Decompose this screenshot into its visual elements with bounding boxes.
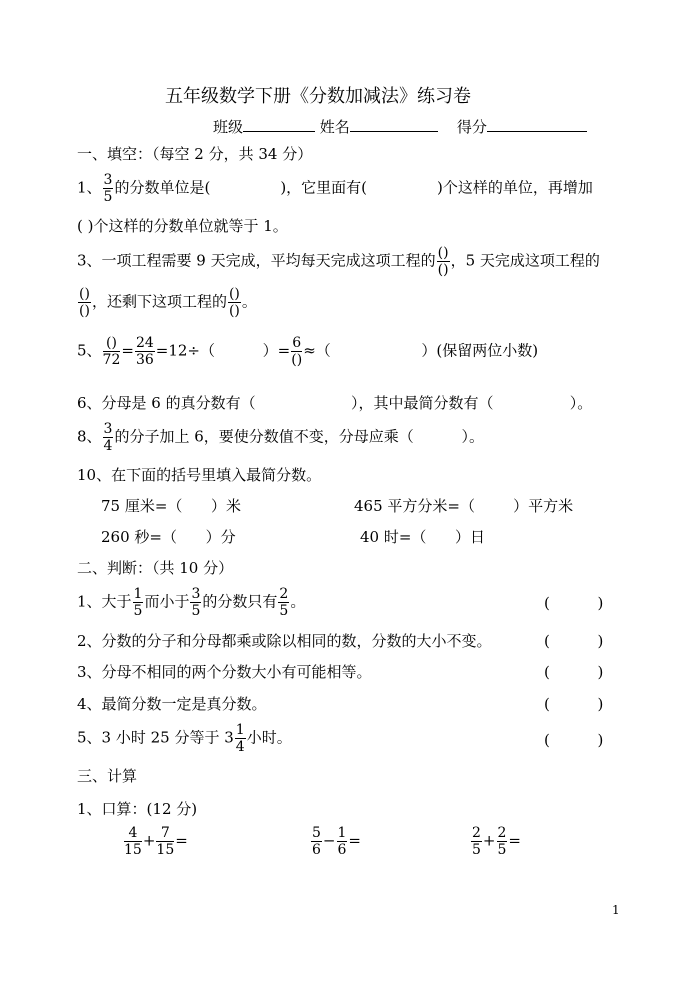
denominator: () bbox=[291, 352, 303, 368]
numerator: () bbox=[228, 286, 240, 302]
question-1-10-item[interactable]: 260 秒=（ ）分 bbox=[101, 528, 236, 546]
denominator: 5 bbox=[191, 603, 201, 619]
question-1-6: 6、分母是 6 的真分数有（ ），其中最简分数有（ ）。 bbox=[77, 394, 593, 412]
denominator: 4 bbox=[235, 739, 245, 755]
calc-expression bbox=[123, 826, 188, 857]
name-blank[interactable] bbox=[350, 131, 438, 132]
operator: − bbox=[322, 831, 336, 850]
calc-expression bbox=[470, 826, 521, 857]
numerator: 2 bbox=[472, 825, 481, 841]
exam-header bbox=[213, 120, 587, 135]
denominator: () bbox=[437, 262, 449, 278]
q-text: =12÷（ ）= bbox=[155, 341, 291, 360]
numerator: 3 bbox=[103, 421, 113, 437]
answer-bracket[interactable]: ( ) bbox=[544, 594, 604, 612]
section1-heading: 一、填空：（每空 2 分，共 34 分） bbox=[77, 145, 313, 163]
denominator: () bbox=[79, 303, 90, 319]
judge-2: 2、分数的分子和分母都乘或除以相同的数，分数的大小不变。 bbox=[77, 632, 492, 650]
fraction bbox=[497, 826, 508, 857]
q-text: 的分子加上 6，要使分数值不变，分母应乘（ ）。 bbox=[114, 427, 484, 446]
fraction bbox=[103, 422, 114, 453]
q-text: )个这样的单位，再增加 bbox=[437, 178, 593, 197]
fraction[interactable] bbox=[291, 336, 302, 367]
numerator: () bbox=[437, 245, 449, 261]
denominator: 72 bbox=[102, 352, 121, 368]
q-text: 小时。 bbox=[246, 728, 292, 747]
denominator: 5 bbox=[103, 189, 113, 205]
section3-sub1: 1、口算：(12 分) bbox=[77, 800, 198, 818]
answer-bracket[interactable]: ( ) bbox=[544, 663, 604, 681]
q-text: ，5 天完成这项工程的 bbox=[450, 251, 600, 270]
denominator: 15 bbox=[156, 842, 175, 858]
q-text: 的分数只有 bbox=[202, 592, 278, 611]
score-label: 得分 bbox=[456, 118, 487, 136]
q-text: 5、3 小时 25 分等于 3 bbox=[77, 728, 234, 747]
denominator: 4 bbox=[103, 438, 113, 454]
judge-1 bbox=[77, 587, 305, 618]
page-number: 1 bbox=[612, 903, 620, 917]
equals: = bbox=[348, 831, 361, 850]
q-text: )，它里面有( bbox=[280, 178, 368, 197]
fraction[interactable] bbox=[228, 287, 241, 318]
q-text: 3、一项工程需要 9 天完成，平均每天完成这项工程的 bbox=[77, 251, 436, 270]
denominator: 36 bbox=[135, 352, 154, 368]
denominator: () bbox=[228, 303, 240, 319]
section3-heading: 三、计算 bbox=[77, 767, 138, 785]
numerator: 3 bbox=[191, 586, 201, 602]
fraction bbox=[156, 826, 174, 857]
section2-heading: 二、判断：（共 10 分） bbox=[77, 559, 234, 577]
operator: + bbox=[482, 831, 496, 850]
question-1-1-line2: ( )个这样的分数单位就等于 1。 bbox=[77, 217, 288, 235]
fraction bbox=[235, 723, 246, 754]
question-1-10-item[interactable]: 465 平方分米=（ ）平方米 bbox=[354, 497, 574, 515]
calc-expression bbox=[310, 826, 361, 857]
equals: = bbox=[121, 341, 134, 360]
fraction bbox=[124, 826, 142, 857]
q-text: 而小于 bbox=[144, 592, 190, 611]
judge-5 bbox=[77, 723, 292, 754]
numerator: 1 bbox=[133, 586, 143, 602]
fraction[interactable] bbox=[78, 287, 91, 318]
q-text: 。 bbox=[241, 292, 257, 311]
denominator: 5 bbox=[472, 842, 481, 858]
numerator: 24 bbox=[135, 335, 154, 351]
denominator: 15 bbox=[124, 842, 142, 858]
numerator: () bbox=[79, 286, 90, 302]
fraction bbox=[190, 587, 201, 618]
operator: + bbox=[142, 831, 156, 850]
question-1-5 bbox=[77, 336, 538, 367]
numerator: 1 bbox=[235, 722, 245, 738]
fraction bbox=[471, 826, 482, 857]
class-blank[interactable] bbox=[243, 131, 315, 132]
question-1-8 bbox=[77, 422, 484, 453]
q-number: 8、 bbox=[77, 427, 102, 446]
numerator: () bbox=[103, 336, 121, 352]
fraction bbox=[133, 587, 144, 618]
denominator: 5 bbox=[279, 603, 289, 619]
judge-3: 3、分母不相同的两个分数大小有可能相等。 bbox=[77, 663, 372, 681]
denominator: 5 bbox=[133, 603, 143, 619]
denominator: 6 bbox=[337, 842, 347, 858]
numerator: 3 bbox=[103, 172, 113, 188]
q-text: ≈（ ）(保留两位小数) bbox=[303, 341, 539, 360]
q-number: 5、 bbox=[77, 341, 102, 360]
q-number: 1、 bbox=[77, 178, 102, 197]
numerator: 1 bbox=[337, 825, 347, 841]
score-blank[interactable] bbox=[487, 131, 587, 132]
answer-bracket[interactable]: ( ) bbox=[544, 695, 604, 713]
q-text: 1、大于 bbox=[77, 592, 132, 611]
fraction[interactable] bbox=[437, 246, 450, 277]
answer-bracket[interactable]: ( ) bbox=[544, 731, 604, 749]
numerator: 2 bbox=[497, 825, 507, 841]
question-1-10-item[interactable]: 40 时=（ ）日 bbox=[360, 528, 486, 546]
judge-4: 4、最简分数一定是真分数。 bbox=[77, 695, 267, 713]
numerator: 5 bbox=[312, 825, 321, 841]
class-label: 班级 bbox=[213, 118, 244, 136]
question-1-10-item[interactable]: 75 厘米=（ ）米 bbox=[101, 497, 242, 515]
fraction bbox=[135, 336, 155, 367]
fraction bbox=[103, 173, 114, 204]
denominator: 5 bbox=[497, 842, 507, 858]
denominator: 6 bbox=[312, 842, 321, 858]
question-1-1 bbox=[77, 173, 593, 204]
numerator: 7 bbox=[156, 826, 174, 842]
fraction bbox=[337, 826, 348, 857]
question-1-10-heading: 10、在下面的括号里填入最简分数。 bbox=[77, 466, 322, 484]
q-text: 的分数单位是( bbox=[114, 178, 211, 197]
equals: = bbox=[175, 831, 188, 850]
fraction[interactable] bbox=[103, 336, 121, 367]
answer-bracket[interactable]: ( ) bbox=[544, 632, 604, 650]
question-1-3-line2 bbox=[77, 287, 257, 318]
name-label: 姓名 bbox=[319, 118, 350, 136]
page-title: 五年级数学下册《分数加减法》练习卷 bbox=[165, 86, 471, 107]
q-text: ，还剩下这项工程的 bbox=[91, 292, 227, 311]
fraction bbox=[278, 587, 289, 618]
question-1-3 bbox=[77, 246, 600, 277]
fraction bbox=[311, 826, 322, 857]
numerator: 6 bbox=[292, 335, 302, 351]
equals: = bbox=[508, 831, 521, 850]
q-text: 。 bbox=[290, 592, 306, 611]
numerator: 2 bbox=[279, 586, 289, 602]
numerator: 4 bbox=[124, 826, 142, 842]
